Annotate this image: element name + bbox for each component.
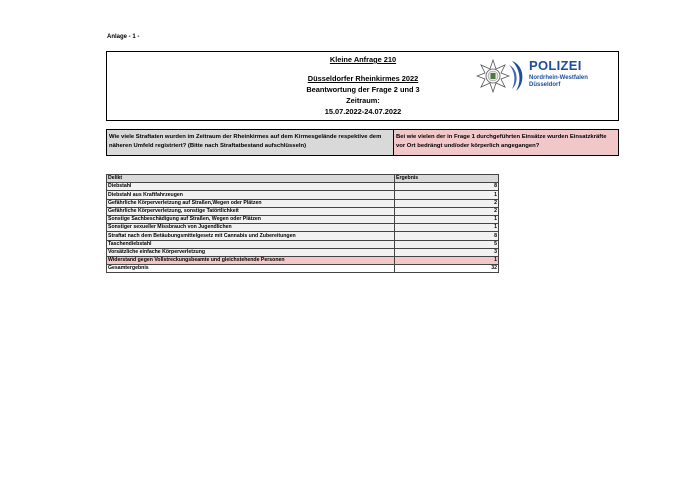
period-label: Zeitraum: — [346, 96, 380, 105]
answer-scope: Beantwortung der Frage 2 und 3 — [306, 85, 420, 94]
row-count: 5 — [395, 240, 499, 248]
logo-city: Düsseldorf — [529, 82, 561, 88]
question-2-box: Bei wie vielen der in Frage 1 durchgeführten Einsätze wurden Einsatzkräfte vor Ort bedrängt und/oder körperlich angegangen? — [393, 129, 619, 156]
row-count: 2 — [395, 199, 499, 207]
table-row — [107, 248, 499, 256]
table-row — [107, 191, 499, 199]
header-box — [106, 51, 619, 121]
table-header-row — [107, 175, 499, 183]
table-row — [107, 240, 499, 248]
period-value: 15.07.2022-24.07.2022 — [324, 107, 402, 116]
row-offense: Widerstand gegen Vollstreckungsbeamte und gleichstehende Personen — [107, 256, 395, 264]
row-offense: Gefährliche Körperverletzung, sonstige Tatörtlichkeit — [107, 207, 395, 215]
row-count: 1 — [395, 224, 499, 232]
question-1-box: Wie viele Straftaten wurden im Zeitraum der Rheinkirmes auf dem Kirmesgelände respektive dem näheren Umfeld registriert? (Bitte nach Straftatbestand aufschlüsseln) — [106, 129, 394, 156]
total-value: 32 — [395, 265, 499, 273]
table-row — [107, 199, 499, 207]
logo-state: Nordrhein-Westfalen — [529, 75, 588, 81]
polizei-logo — [476, 57, 626, 95]
table-row — [107, 215, 499, 223]
row-offense: Diebstahl aus Kraftfahrzeugen — [107, 191, 395, 199]
header-delikt: Delikt — [107, 175, 395, 183]
row-offense: Gefährliche Körperverletzung auf Straßen,Wegen oder Plätzen — [107, 199, 395, 207]
header-ergebnis: Ergebnis — [395, 175, 499, 183]
police-star-icon — [476, 57, 528, 95]
row-offense: Sonstige Sachbeschädigung auf Straßen, Wegen oder Plätzen — [107, 215, 395, 223]
logo-word: POLIZEI — [529, 58, 582, 73]
row-count: 8 — [395, 232, 499, 240]
row-offense: Straftat nach dem Betäubungsmittelgesetz mit Cannabis und Zubereitungen — [107, 232, 395, 240]
row-count: 1 — [395, 191, 499, 199]
offense-table-body — [107, 175, 499, 273]
row-count: 1 — [395, 215, 499, 223]
table-row — [107, 224, 499, 232]
inquiry-title: Kleine Anfrage 210 — [329, 55, 397, 64]
row-count: 2 — [395, 207, 499, 215]
title-block — [247, 54, 479, 117]
table-row — [107, 207, 499, 215]
table-total-row — [107, 265, 499, 273]
total-label: Gesamtergebnis — [107, 265, 395, 273]
event-subtitle: Düsseldorfer Rheinkirmes 2022 — [307, 74, 419, 83]
row-offense: Taschendiebstahl — [107, 240, 395, 248]
row-offense: Vorsätzliche einfache Körperverletzung — [107, 248, 395, 256]
table-row-highlighted — [107, 256, 499, 264]
row-count: 3 — [395, 248, 499, 256]
offense-table — [106, 174, 499, 273]
row-count: 8 — [395, 183, 499, 191]
annex-label: Anlage - 1 - — [107, 34, 140, 40]
row-offense: Sonstiger sexueller Missbrauch von Jugendlichen — [107, 224, 395, 232]
table-row — [107, 232, 499, 240]
row-count: 1 — [395, 256, 499, 264]
row-offense: Diebstahl — [107, 183, 395, 191]
table-row — [107, 183, 499, 191]
